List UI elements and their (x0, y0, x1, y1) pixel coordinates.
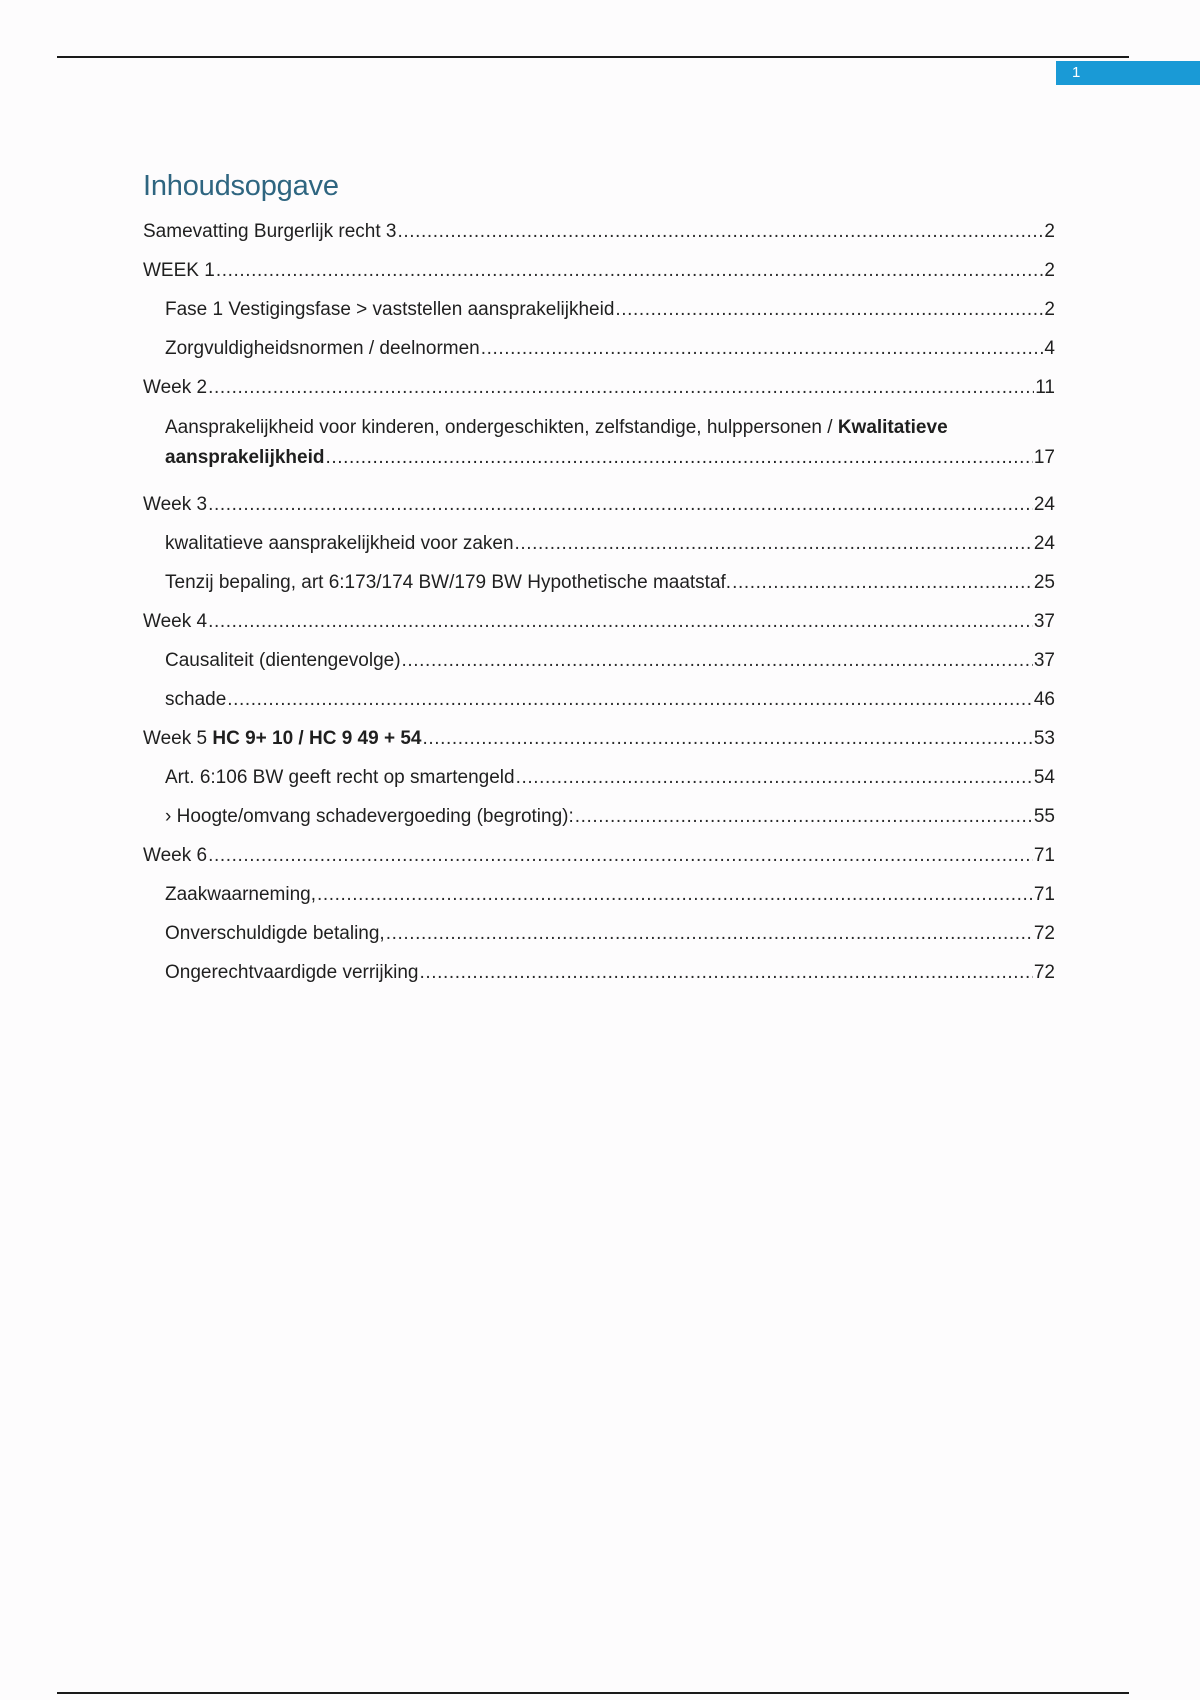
toc-entry[interactable] (143, 920, 1055, 959)
toc-dot-leader (516, 764, 1033, 792)
toc-dot-leader (575, 803, 1033, 831)
toc-dot-leader (208, 374, 1034, 402)
page-number: 1 (1072, 64, 1081, 81)
toc-entry-page: 2 (1044, 221, 1055, 242)
toc-entry[interactable] (143, 686, 1055, 725)
toc-entry-page: 24 (1033, 494, 1055, 515)
toc-dot-leader (325, 443, 1032, 473)
toc-entry-label-bold: aansprakelijkheid (165, 447, 325, 468)
toc-entry-label: Week 3 (143, 494, 208, 515)
toc-entry-page: 46 (1033, 689, 1055, 710)
toc-dot-leader (422, 725, 1032, 753)
toc-entry[interactable] (143, 764, 1055, 803)
toc-entry[interactable] (143, 374, 1055, 413)
toc-entry-page: 2 (1044, 299, 1055, 320)
toc-entry-label: Week 5 (143, 728, 213, 749)
toc-entry-page: 11 (1035, 377, 1055, 398)
header-rule (57, 56, 1129, 58)
toc-entry-page: 24 (1033, 533, 1055, 554)
toc-entry[interactable] (143, 296, 1055, 335)
toc-entry-page: 71 (1033, 845, 1055, 866)
toc-entry-label: Tenzij bepaling, art 6:173/174 BW/179 BW Hypothetische maatstaf. (165, 572, 732, 593)
toc-entry[interactable] (143, 959, 1055, 998)
toc-dot-leader (397, 218, 1043, 246)
toc-entry-page: 4 (1044, 338, 1055, 359)
toc-entry-label: Art. 6:106 BW geeft recht op smartengeld (165, 767, 515, 788)
toc-entry-label-bold: Kwalitatieve (837, 417, 948, 438)
toc-entry[interactable] (143, 530, 1055, 569)
toc-entry-page: 72 (1033, 962, 1055, 983)
toc-dot-leader (227, 686, 1033, 714)
toc-entry[interactable] (143, 569, 1055, 608)
toc-entry[interactable] (143, 491, 1055, 530)
toc-entry[interactable] (143, 881, 1055, 920)
toc-entry-label-bold: HC 9+ 10 / HC 9 49 + 54 (212, 728, 422, 749)
toc-entry[interactable] (143, 803, 1055, 842)
toc-entry-page: 17 (1033, 447, 1055, 468)
toc-dot-leader (317, 881, 1033, 909)
toc-entry-label-wrap (143, 725, 421, 753)
toc-entry[interactable] (143, 257, 1055, 296)
toc-entry-label: › Hoogte/omvang schadevergoeding (begroting): (165, 806, 574, 827)
toc-entry-label: Week 2 (143, 377, 208, 398)
toc-entry-page: 25 (1033, 572, 1055, 593)
toc-entry-page: 2 (1044, 260, 1055, 281)
toc-entry-page: 55 (1033, 806, 1055, 827)
toc-entry-label: kwalitatieve aansprakelijkheid voor zaken (165, 533, 514, 554)
toc-entry-label: Week 4 (143, 611, 208, 632)
toc-dot-leader (208, 608, 1033, 636)
toc-entry-label: Week 6 (143, 845, 208, 866)
toc-dot-leader (481, 335, 1044, 363)
toc-entry[interactable] (143, 335, 1055, 374)
toc-dot-leader (216, 257, 1044, 285)
toc-entry-label: Zaakwaarneming, (165, 884, 317, 905)
footer-rule (57, 1692, 1129, 1694)
toc-entry-label: Fase 1 Vestigingsfase > vaststellen aansprakelijkheid (165, 299, 615, 320)
table-of-contents (143, 166, 1055, 998)
toc-entry-label: Aansprakelijkheid voor kinderen, ondergeschikten, zelfstandige, hulppersonen / (165, 417, 838, 438)
toc-title: Inhoudsopgave (143, 170, 339, 202)
toc-entry[interactable] (143, 413, 1055, 491)
toc-entry[interactable] (143, 647, 1055, 686)
toc-entry-label: Onverschuldigde betaling, (165, 923, 385, 944)
toc-entry-page: 71 (1033, 884, 1055, 905)
toc-entry-label: schade (165, 689, 227, 710)
toc-entry-page: 53 (1033, 728, 1055, 749)
toc-entry[interactable] (143, 218, 1055, 257)
toc-entry-label: WEEK 1 (143, 260, 215, 281)
toc-dot-leader (419, 959, 1032, 987)
toc-entry[interactable] (143, 842, 1055, 881)
toc-dot-leader (386, 920, 1033, 948)
toc-entry-page: 37 (1033, 611, 1055, 632)
toc-entry-page: 72 (1033, 923, 1055, 944)
toc-dot-leader (208, 491, 1033, 519)
toc-entry[interactable] (143, 725, 1055, 764)
toc-entry[interactable] (143, 608, 1055, 647)
toc-dot-leader (515, 530, 1033, 558)
page-number-badge (1056, 61, 1200, 85)
toc-entry-label: Samevatting Burgerlijk recht 3 (143, 221, 397, 242)
toc-dot-leader (402, 647, 1033, 675)
toc-entry-page: 37 (1033, 650, 1055, 671)
toc-dot-leader (615, 296, 1043, 324)
toc-dot-leader (208, 842, 1033, 870)
toc-entry-label: Zorgvuldigheidsnormen / deelnormen (165, 338, 480, 359)
toc-entry-page: 54 (1033, 767, 1055, 788)
toc-dot-leader (732, 569, 1033, 597)
toc-entry-label: Ongerechtvaardigde verrijking (165, 962, 419, 983)
toc-entry-label: Causaliteit (dientengevolge) (165, 650, 401, 671)
